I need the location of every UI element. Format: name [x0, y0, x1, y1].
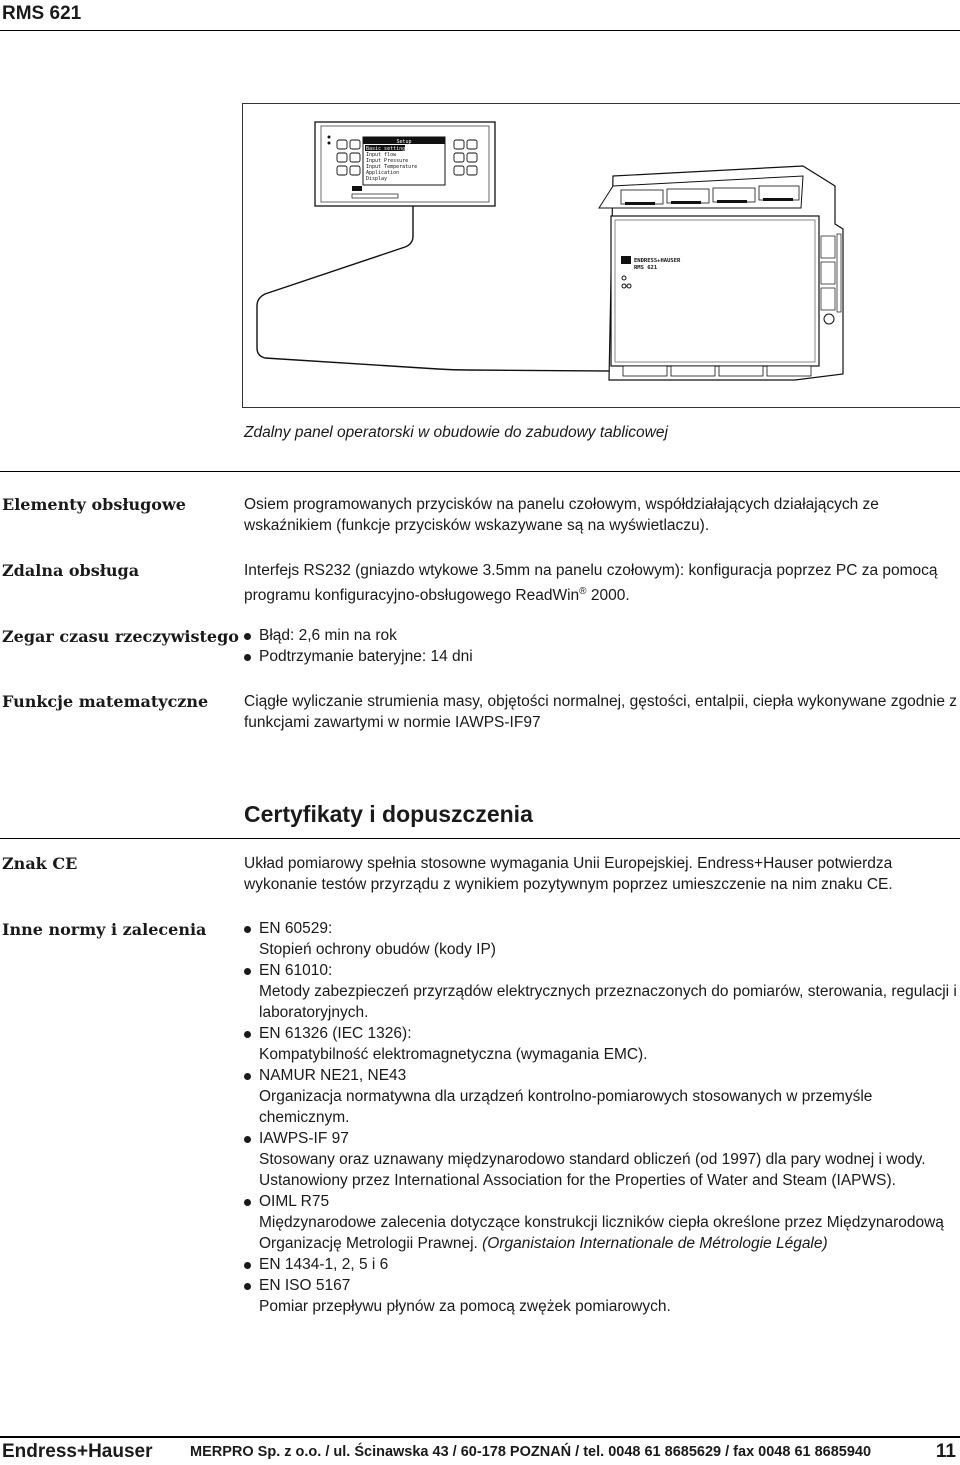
side-terminals [821, 234, 841, 312]
label-funkcje: Funkcje matematyczne [2, 692, 209, 711]
list-item [244, 1191, 958, 1254]
norm-desc: Kompatybilność elektromagnetyczna (wymagania EMC). [259, 1046, 648, 1063]
list-normy [244, 918, 958, 1317]
list-item [244, 1065, 958, 1128]
list-item [244, 1254, 958, 1275]
text-zdalna-a: Interfejs RS232 (gniazdo wtykowe 3.5mm na panelu czołowym): konfiguracja poprzez PC za pomocą programu konfiguracyjno-obsługowego ReadWin [244, 562, 938, 605]
list-zegar [244, 625, 958, 667]
screen-menu-item: Input flow [366, 152, 397, 158]
device-illustration [243, 104, 960, 409]
text-zdalna [244, 560, 958, 606]
section-title: Certyfikaty i dopuszczenia [244, 801, 533, 827]
list-item [244, 1023, 958, 1065]
footer-contact: MERPRO Sp. z o.o. / ul. Ścinawska 43 / 60-178 POZNAŃ / tel. 0048 61 8685629 / fax 0048 61 8685940 [190, 1444, 872, 1460]
label-normy: Inne normy i zalecenia [2, 920, 207, 939]
text-funkcje: Ciągłe wyliczanie strumienia masy, objętości normalnej, gęstości, entalpii, ciepła wykonywane zgodnie z funkcjami zawartymi w normie IAWPS-IF97 [244, 693, 958, 731]
list-item [244, 1275, 958, 1317]
device-figure [242, 103, 960, 408]
list-item [244, 960, 958, 1023]
label-zdalna: Zdalna obsługa [2, 561, 140, 580]
section-rule [0, 471, 960, 472]
norm-head: NAMUR NE21, NE43 [259, 1067, 407, 1084]
norm-desc-italic: (Organistaion Internationale de Métrologie Légale) [482, 1235, 828, 1252]
interface-socket-icon [824, 314, 834, 324]
header-rule [0, 30, 960, 31]
device-front-panel [611, 216, 819, 366]
label-elementy: Elementy obsługowe [2, 495, 186, 514]
screen-menu-title: Setup [396, 139, 412, 145]
page-number: 11 [935, 1441, 956, 1462]
norm-desc: Stosowany oraz uznawany międzynarodowo standard obliczeń (od 1997) dla pary wodnej i wody. Ustanowiony przez International Association for the Properties of Water and Steam (IAPWS). [259, 1151, 926, 1189]
led-icon [328, 142, 331, 145]
text-ce: Układ pomiarowy spełnia stosowne wymagania Unii Europejskiej. Endress+Hauser potwierdza wykonanie testów przyrządu z wynikiem pozytywnym poprzez umieszczenie na nim znaku CE. [244, 855, 893, 893]
text-zdalna-b: 2000. [586, 587, 630, 605]
device-logo-icon [621, 256, 631, 264]
page-header [0, 0, 960, 36]
led-icon [328, 136, 331, 139]
footer-brand: Endress+Hauser [2, 1441, 153, 1462]
norm-head: EN 61326 (IEC 1326): [259, 1025, 412, 1042]
norm-head: EN 1434-1, 2, 5 i 6 [259, 1256, 389, 1273]
screen-menu-item: Display [366, 176, 388, 182]
doc-title: RMS 621 [2, 3, 82, 24]
screen-menu-item: Basic setting [366, 146, 406, 152]
norm-head: EN ISO 5167 [259, 1277, 351, 1294]
label-zegar: Zegar czasu rzeczywistego [2, 627, 239, 646]
device-brand-label: ENDRESS+HAUSER [634, 258, 681, 264]
screen-menu-item: Input Pressure [366, 158, 409, 164]
norm-desc-text: Międzynarodowe zalecenia dotyczące konstrukcji liczników ciepła określone przez Międzynarodową Organizację Metrologii Prawnej. [259, 1214, 944, 1252]
panel-logo-icon [352, 186, 362, 191]
norm-desc: Pomiar przepływu płynów za pomocą zwężek pomiarowych. [259, 1298, 671, 1315]
norm-desc: Organizacja normatywna dla urządzeń kontrolno-pomiarowych stosowanych w przemyśle chemicznym. [259, 1088, 873, 1126]
list-item [244, 1128, 958, 1191]
norm-head: EN 61010: [259, 962, 333, 979]
norm-desc: Stopień ochrony obudów (kody IP) [259, 941, 496, 958]
footer-rule [0, 1436, 960, 1438]
label-ce: Znak CE [2, 854, 78, 873]
list-item: Błąd: 2,6 min na rok [244, 625, 958, 646]
list-item [244, 918, 958, 960]
device-model-label: RMS 621 [634, 265, 658, 271]
text-elementy: Osiem programowanych przycisków na panelu czołowym, współdziałających działających ze wskaźnikiem (funkcje przycisków wskazywane są na wyświetlaczu). [244, 496, 879, 534]
section-rule [0, 838, 960, 839]
registered-mark: ® [579, 586, 587, 597]
list-item: Podtrzymanie bateryjne: 14 dni [244, 646, 958, 667]
screen-menu-item: Input Temperature [366, 164, 418, 170]
norm-desc: Metody zabezpieczeń przyrządów elektrycznych przeznaczonych do pomiarów, sterowania, regulacji i laboratoryjnych. [259, 983, 957, 1021]
norm-head: EN 60529: [259, 920, 333, 937]
norm-desc [259, 1212, 958, 1254]
figure-caption: Zdalny panel operatorski w obudowie do zabudowy tablicowej [244, 424, 668, 441]
norm-head: IAWPS-IF 97 [259, 1130, 349, 1147]
norm-head: OIML R75 [259, 1193, 330, 1210]
screen-menu-item: Application [366, 170, 400, 176]
